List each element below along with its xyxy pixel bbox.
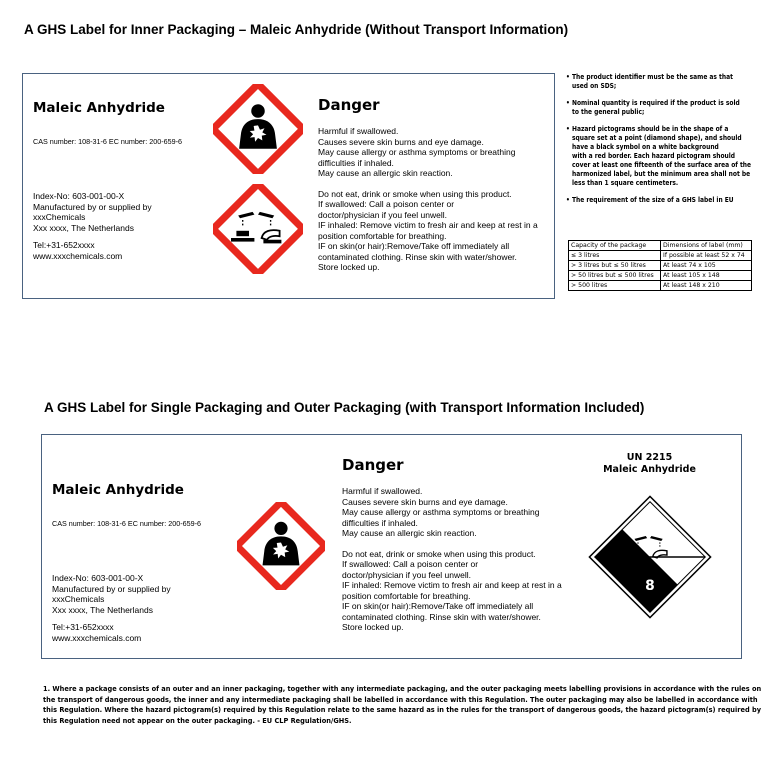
table-cell: > 3 litres but ≤ 50 litres xyxy=(569,261,661,271)
supplier-line: Manufactured by or supplied by xyxy=(52,583,171,594)
hazard-line: May cause allergy or asthma symptoms or breathing xyxy=(318,147,516,157)
hazard-line: Causes severe skin burns and eye damage. xyxy=(342,496,508,507)
table-row xyxy=(569,261,752,271)
inner-label-box xyxy=(22,73,555,299)
precaution-line: Do not eat, drink or smoke when using this product. xyxy=(318,188,512,199)
table-row xyxy=(569,281,752,291)
precaution-line: doctor/physician if you feel unwell. xyxy=(318,209,447,220)
precaution-line: If swallowed: Call a poison center or xyxy=(318,199,455,209)
precaution-line: Store locked up. xyxy=(342,622,404,632)
supplier-line: xxxChemicals xyxy=(33,212,86,222)
signal-word: Danger xyxy=(342,456,404,474)
precaution-line: If swallowed: Call a poison center or xyxy=(342,559,479,569)
website-line: www.xxxchemicals.com xyxy=(52,632,142,643)
hazard-line: Causes severe skin burns and eye damage. xyxy=(318,136,484,147)
table-row xyxy=(569,251,752,261)
side-note: • Nominal quantity is required if the product is sold to the general public; xyxy=(566,99,740,116)
section2-title: A GHS Label for Single Packaging and Outer Packaging (with Transport Information Included) xyxy=(44,400,645,415)
cas-line: CAS number: 108-31-6 EC number: 200-659-6 xyxy=(52,519,202,528)
health-hazard-pictogram xyxy=(237,502,325,590)
supplier-line: Index-No: 603-001-00-X xyxy=(52,573,144,583)
footnote xyxy=(43,684,761,726)
hazard-statements xyxy=(342,486,562,633)
side-note: • The requirement of the size of a GHS label in EU xyxy=(566,196,734,204)
hazard-line: May cause allergy or asthma symptoms or breathing xyxy=(342,507,540,517)
class8-corrosive-transport-pictogram xyxy=(587,494,713,620)
precaution-line: doctor/physician if you feel unwell. xyxy=(342,569,471,580)
transport-info xyxy=(602,452,697,476)
footnote-line: this Regulation. Where the hazard pictogram(s) required by this Regulation relate to the same hazard as in the rules for the transport of dangerous goods, the hazard pictogram(s) required by xyxy=(43,706,762,714)
precaution-line: contaminated clothing. Rinse skin with water/shower. xyxy=(342,611,541,622)
hazard-line: May cause an allergic skin reaction. xyxy=(342,528,477,538)
table-cell: If possible at least 52 x 74 xyxy=(661,251,752,261)
supplier-block xyxy=(33,191,152,261)
table-row xyxy=(569,271,752,281)
table-cell: At least 74 x 105 xyxy=(661,261,752,271)
signal-word: Danger xyxy=(318,96,380,114)
tel-line: Tel:+31-652xxxx xyxy=(52,622,114,632)
hazard-line: May cause an allergic skin reaction. xyxy=(318,168,453,178)
precaution-line: IF inhaled: Remove victim to fresh air and keep at rest in a xyxy=(342,580,562,590)
precaution-line: position comfortable for breathing. xyxy=(342,590,471,601)
product-name: Maleic Anhydride xyxy=(52,482,184,498)
table-cell: > 500 litres xyxy=(569,281,661,291)
precaution-line: IF inhaled: Remove victim to fresh air and keep at rest in a xyxy=(318,220,538,230)
precaution-line: contaminated clothing. Rinse skin with water/shower. xyxy=(318,251,517,262)
precaution-line: Store locked up. xyxy=(318,262,380,272)
precaution-line: IF on skin(or hair):Remove/Take off immediately all xyxy=(318,241,510,251)
hazard-line: difficulties if inhaled. xyxy=(318,157,394,168)
precaution-line: position comfortable for breathing. xyxy=(318,230,447,241)
side-note: • The product identifier must be the same as that used on SDS; xyxy=(566,73,733,90)
cas-line: CAS number: 108-31-6 EC number: 200-659-6 xyxy=(33,137,183,146)
supplier-block xyxy=(52,573,171,643)
hazard-line: Harmful if swallowed. xyxy=(318,126,399,136)
corrosion-pictogram xyxy=(213,184,303,274)
footnote-line: 1. Where a package consists of an outer and an inner packaging, together with any intermediate packaging, and the outer packaging meets labelling provisions in accordance with the rules on xyxy=(43,685,762,693)
hazard-line: difficulties if inhaled. xyxy=(342,517,418,528)
side-notes xyxy=(566,73,764,210)
outer-label-box xyxy=(41,434,742,659)
table-cell: ≤ 3 litres xyxy=(569,251,661,261)
table-cell: > 50 litres but ≤ 500 litres xyxy=(569,271,661,281)
un-number: UN 2215 xyxy=(626,452,673,463)
supplier-line: Manufactured by or supplied by xyxy=(33,201,152,212)
side-note: • Hazard pictograms should be in the shape of a square set at a point (diamond shape), and should have a black symbol on a white background with a red border. Each hazard pictogram should cover at least one fifteenth of the surface area of the harmonized label, but the minimum area shall not be less than 1 square centimeters. xyxy=(566,125,752,187)
tel-line: Tel:+31-652xxxx xyxy=(33,240,95,250)
supplier-line: Index-No: 603-001-00-X xyxy=(33,191,125,201)
supplier-line: Xxx xxxx, The Netherlands xyxy=(52,604,153,615)
table-cell: At least 148 x 210 xyxy=(661,281,752,291)
supplier-line: Xxx xxxx, The Netherlands xyxy=(33,222,134,233)
precaution-line: Do not eat, drink or smoke when using this product. xyxy=(342,548,536,559)
hazard-statements xyxy=(318,126,538,273)
table-cell: At least 105 x 148 xyxy=(661,271,752,281)
table-header: Capacity of the package xyxy=(569,241,661,251)
table-header: Dimensions of label (mm) xyxy=(661,241,752,251)
website-line: www.xxxchemicals.com xyxy=(33,250,123,261)
precaution-line: IF on skin(or hair):Remove/Take off immediately all xyxy=(342,601,534,611)
product-name: Maleic Anhydride xyxy=(33,100,165,116)
footnote-line: this Regulation need not appear on the outer packaging. - EU CLP Regulation/GHS. xyxy=(43,716,352,725)
section1-title: A GHS Label for Inner Packaging – Maleic Anhydride (Without Transport Information) xyxy=(24,22,569,37)
health-hazard-pictogram xyxy=(213,84,303,174)
hazard-line: Harmful if swallowed. xyxy=(342,486,423,496)
eu-label-size-table xyxy=(568,240,752,291)
supplier-line: xxxChemicals xyxy=(52,594,105,604)
table-header-row xyxy=(569,241,752,251)
transport-name: Maleic Anhydride xyxy=(603,464,696,475)
footnote-line: the transport of dangerous goods, the inner and any intermediate packaging shall be labelled in accordance with this Regulation. The outer packaging may also be labelled in accordance with xyxy=(43,695,758,704)
class-number: 8 xyxy=(645,577,655,594)
